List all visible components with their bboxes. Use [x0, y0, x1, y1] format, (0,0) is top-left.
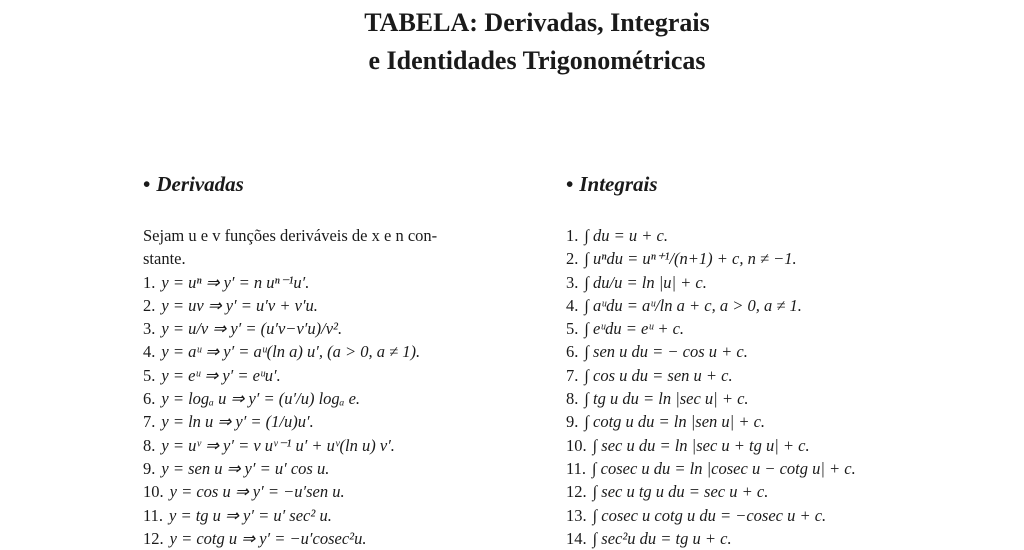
formula-item [566, 247, 1016, 270]
formula-item [143, 294, 535, 317]
formula-item [566, 527, 1016, 550]
formula-number: 9. [566, 412, 579, 432]
formula-text: y = tg u ⇒ y′ = u′ sec² u. [169, 505, 332, 525]
formula-item [566, 387, 1016, 410]
formula-text: y = logₐ u ⇒ y′ = (u′/u) logₐ e. [161, 389, 361, 409]
title-line-1: TABELA: Derivadas, Integrais [364, 8, 710, 37]
formula-number: 3. [143, 319, 156, 339]
formula-item [143, 434, 535, 457]
formula-text: y = aᵘ ⇒ y′ = aᵘ(ln a) u′, (a > 0, a ≠ 1). [161, 342, 421, 362]
derivadas-column [143, 224, 535, 550]
formula-number: 2. [566, 249, 579, 269]
formula-text: y = ln u ⇒ y′ = (1/u)u′. [161, 412, 314, 432]
formula-text: y = cos u ⇒ y′ = −u′sen u. [169, 482, 345, 502]
formula-item [566, 317, 1016, 340]
formula-text: y = uⁿ ⇒ y′ = n uⁿ⁻¹u′. [161, 272, 310, 292]
formula-text: y = cotg u ⇒ y′ = −u′cosec²u. [169, 528, 367, 548]
formula-number: 10. [566, 435, 587, 455]
derivadas-heading [143, 172, 244, 197]
formula-number: 11. [566, 458, 587, 478]
formula-number: 10. [143, 482, 164, 502]
derivadas-intro [143, 224, 535, 271]
formula-item [566, 294, 1016, 317]
derivadas-list [143, 271, 535, 550]
formula-item [143, 317, 535, 340]
formula-item [143, 271, 535, 294]
formula-text: y = uᵛ ⇒ y′ = v uᵛ⁻¹ u′ + uᵛ(ln u) v′. [161, 435, 395, 455]
formula-text: y = eᵘ ⇒ y′ = eᵘu′. [161, 365, 281, 385]
integrais-column [566, 224, 1016, 550]
formula-number: 3. [566, 272, 579, 292]
formula-number: 7. [143, 412, 156, 432]
formula-item [566, 271, 1016, 294]
formula-text: ∫ du/u = ln |u| + c. [584, 272, 707, 292]
formula-text: y = u/v ⇒ y′ = (u′v−v′u)/v². [161, 319, 343, 339]
formula-text: y = uv ⇒ y′ = u′v + v′u. [161, 295, 318, 315]
formula-text: y = sen u ⇒ y′ = u′ cos u. [161, 458, 330, 478]
formula-text: ∫ sec u du = ln |sec u + tg u| + c. [592, 435, 810, 455]
formula-number: 5. [143, 365, 156, 385]
bullet-icon: • [143, 172, 151, 196]
formula-number: 6. [566, 342, 579, 362]
intro-line-2: stante. [143, 249, 186, 269]
formula-number: 14. [566, 528, 587, 548]
formula-number: 4. [143, 342, 156, 362]
formula-text: ∫ sec u tg u du = sec u + c. [592, 482, 769, 502]
formula-number: 6. [143, 389, 156, 409]
formula-text: ∫ tg u du = ln |sec u| + c. [584, 389, 749, 409]
formula-number: 13. [566, 505, 587, 525]
formula-item [566, 410, 1016, 433]
formula-text: ∫ cosec u cotg u du = −cosec u + c. [592, 505, 827, 525]
derivadas-heading-text: Derivadas [156, 172, 244, 196]
formula-item [143, 410, 535, 433]
formula-item [566, 224, 1016, 247]
formula-item [566, 434, 1016, 457]
formula-text: ∫ sec²u du = tg u + c. [592, 528, 732, 548]
formula-item [566, 457, 1016, 480]
formula-item [143, 387, 535, 410]
integrais-heading [566, 172, 658, 197]
intro-line-1: Sejam u e v funções deriváveis de x e n con- [143, 226, 438, 245]
formula-text: ∫ uⁿdu = uⁿ⁺¹/(n+1) + c, n ≠ −1. [584, 249, 797, 269]
formula-item [566, 364, 1016, 387]
formula-text: ∫ cosec u du = ln |cosec u − cotg u| + c. [592, 458, 856, 478]
integrais-list [566, 224, 1016, 550]
formula-number: 2. [143, 295, 156, 315]
formula-item [143, 504, 535, 527]
formula-text: ∫ eᵘdu = eᵘ + c. [584, 319, 685, 339]
page-title [0, 4, 1024, 80]
formula-item [566, 340, 1016, 363]
formula-number: 12. [143, 528, 164, 548]
formula-item [143, 340, 535, 363]
formula-item [143, 480, 535, 503]
formula-number: 11. [143, 505, 164, 525]
formula-text: ∫ cos u du = sen u + c. [584, 365, 733, 385]
formula-number: 12. [566, 482, 587, 502]
integrais-heading-text: Integrais [579, 172, 658, 196]
formula-text: ∫ sen u du = − cos u + c. [584, 342, 748, 362]
formula-item [143, 527, 535, 550]
formula-item [566, 504, 1016, 527]
formula-text: ∫ cotg u du = ln |sen u| + c. [584, 412, 766, 432]
formula-number: 1. [566, 226, 579, 245]
formula-text: ∫ du = u + c. [584, 226, 668, 245]
formula-item [143, 364, 535, 387]
formula-number: 7. [566, 365, 579, 385]
formula-text: ∫ aᵘdu = aᵘ/ln a + c, a > 0, a ≠ 1. [584, 295, 802, 315]
formula-item [143, 457, 535, 480]
title-line-2: e Identidades Trigonométricas [368, 46, 706, 75]
formula-number: 5. [566, 319, 579, 339]
formula-item [566, 480, 1016, 503]
formula-number: 4. [566, 295, 579, 315]
formula-number: 8. [566, 389, 579, 409]
formula-number: 1. [143, 272, 156, 292]
formula-number: 8. [143, 435, 156, 455]
formula-number: 9. [143, 458, 156, 478]
bullet-icon: • [566, 172, 574, 196]
